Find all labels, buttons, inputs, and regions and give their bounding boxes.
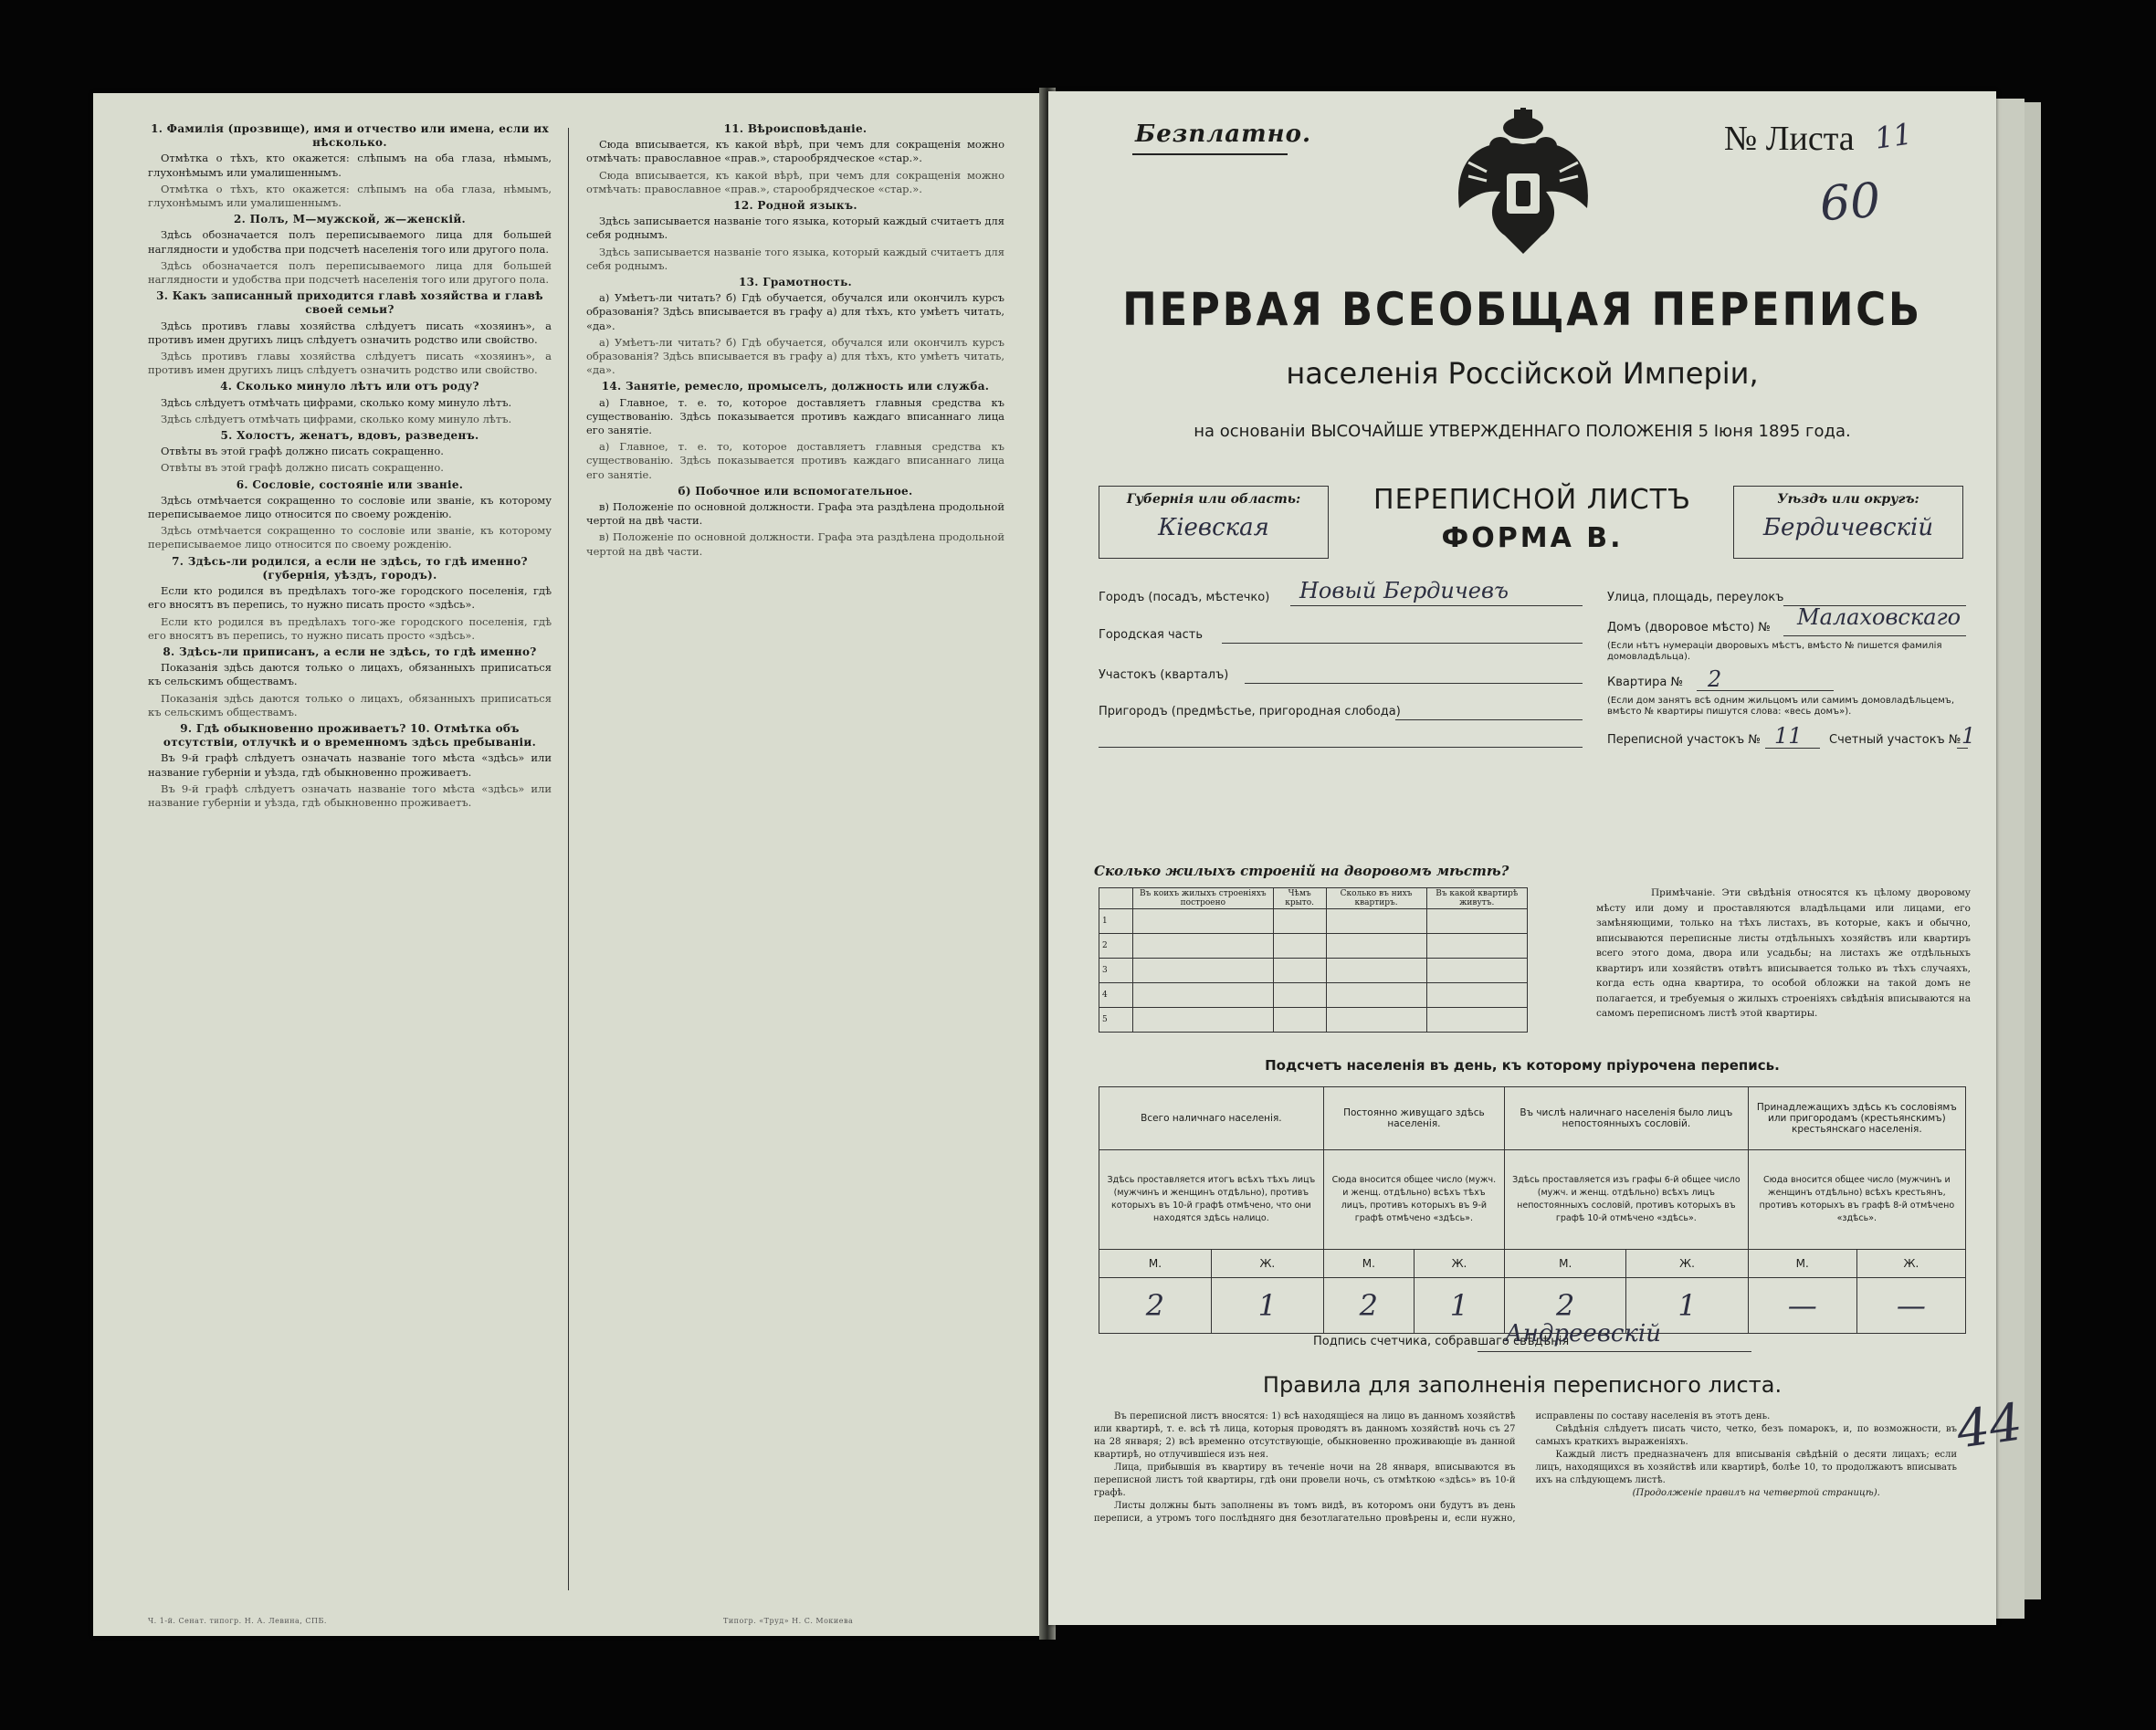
- census-legal-basis: на основаніи ВЫСОЧАЙШЕ УТВЕРЖДЕННАГО ПОЛОЖЕНІЯ 5 Іюня 1895 года.: [1194, 422, 1851, 441]
- instruction-text-continuation: Здѣсь обозначается полъ переписываемого лица для большей наглядности и удобства при подсчетѣ населенія того или другого пола.: [148, 258, 552, 287]
- instruction-text: Здѣсь отмѣчается сокращенно то сословіе или званіе, къ которому переписываемое лицо относится по своему рожденію.: [148, 493, 552, 521]
- sex-label: М.: [1099, 1250, 1212, 1278]
- count-description: Сюда вносится общее число (мужчинъ и женщинъ отдѣльно) всѣхъ крестьянъ, противъ которыхъ въ графѣ 8-й отмѣчено «здѣсь».: [1748, 1150, 1965, 1250]
- instruction-text-continuation: в) Положеніе по основной должности. Графа эта раздѣлена продольной чертой на двѣ части.: [586, 530, 1004, 558]
- count-header: Постоянно живущаго здѣсь населенія.: [1323, 1087, 1504, 1150]
- dwelling-table: [1099, 887, 1528, 1033]
- rules-paragraph: Листы должны быть заполнены въ томъ видѣ, въ которомъ они будутъ въ день переписи, а утромъ того послѣдняго дня безотлагательно провѣрены и, если нужно, исправлены по составу населенія въ этотъ день.: [1094, 1411, 1771, 1524]
- census-district-handwritten: 11: [1774, 723, 1803, 749]
- count-description: Сюда вносится общее число (мужч. и женщ. отдѣльно) всѣхъ тѣхъ лицъ, противъ которыхъ въ 9-й графѣ отмѣчено «здѣсь».: [1323, 1150, 1504, 1250]
- count-value: 1: [1414, 1278, 1504, 1334]
- station-label: Участокъ (кварталъ): [1099, 668, 1229, 682]
- population-count-table: [1099, 1086, 1966, 1334]
- suburb-label: Пригородъ (предмѣстье, пригородная слобода): [1099, 705, 1401, 718]
- free-underline: [1132, 153, 1288, 155]
- dwelling-row-number: 4: [1099, 983, 1133, 1008]
- right-page: [1048, 91, 2026, 1625]
- uezd-handwritten: Бердичевскій: [1762, 514, 1934, 541]
- instruction-text-continuation: а) Умѣетъ-ли читать? б) Гдѣ обучается, обучался или окончилъ курсъ образованія? Здѣсь вписывается въ графу а) для тѣхъ, кто умѣетъ читать, «да».: [586, 335, 1004, 377]
- count-header: Въ числѣ наличнаго населенія было лицъ непостоянныхъ сословій.: [1505, 1087, 1749, 1150]
- imperial-eagle-emblem-icon: [1450, 108, 1596, 263]
- instruction-text: а) Главное, т. е. то, которое доставляетъ главныя средства къ существованію. Здѣсь показывается противъ каждаго вписаннаго лица его занятіе.: [586, 395, 1004, 437]
- form-title: ПЕРЕПИСНОЙ ЛИСТЪ: [1373, 484, 1691, 516]
- sheet-number-label: № Листа: [1724, 120, 1855, 158]
- instruction-heading: 12. Родной языкъ.: [733, 199, 857, 213]
- count-district-label: Счетный участокъ №: [1829, 733, 1961, 747]
- form-type: ФОРМА В.: [1441, 522, 1624, 554]
- apartment-note: (Если дом занятъ всѣ одним жильцомъ или самимъ домовладѣльцемъ, вмѣсто № квартиры пишутся слова: «весь домъ»).: [1607, 696, 1954, 717]
- dwelling-header: Сколько въ нихъ квартиръ.: [1326, 888, 1426, 909]
- uezd-label: Уѣздъ или округъ:: [1777, 492, 1919, 507]
- instructions-column-1: [148, 121, 552, 1599]
- count-value: 2: [1099, 1278, 1212, 1334]
- printer-footer-left: Ч. 1-й. Сенат. типогр. Н. А. Левина, СПБ.: [148, 1617, 327, 1625]
- sex-label: Ж.: [1211, 1250, 1323, 1278]
- count-value: 2: [1323, 1278, 1414, 1334]
- column-divider: [568, 128, 569, 1590]
- instruction-text-continuation: Сюда вписывается, къ какой вѣрѣ, при чемъ для сокращенія можно отмѣчать: православное «прав.», старообрядческое «стар.».: [586, 168, 1004, 195]
- count-description: Здѣсь проставляется итогъ всѣхъ тѣхъ лицъ (мужчинъ и женщинъ отдѣльно), противъ которыхъ въ 10-й графѣ отмѣчено, что они находятся здѣсь налицо.: [1099, 1150, 1324, 1250]
- instruction-text-continuation: а) Главное, т. е. то, которое доставляетъ главныя средства къ существованію. Здѣсь показывается противъ каждаго вписаннаго лица его занятіе.: [586, 440, 1004, 481]
- sex-label: Ж.: [1626, 1250, 1748, 1278]
- instruction-heading: 8. Здѣсь-ли приписанъ, а если не здѣсь, то гдѣ именно?: [163, 645, 537, 658]
- city-handwritten: Новый Бердичевъ: [1299, 578, 1509, 603]
- count-header: Принадлежащихъ здѣсь къ сословіямъ или пригородамъ (крестьянскимъ) крестьянскаго населенія.: [1748, 1087, 1965, 1150]
- instruction-text: Въ 9-й графѣ слѣдуетъ означать названіе того мѣста «здѣсь» или название губерніи и уѣзда, гдѣ обыкновенно проживаетъ.: [148, 751, 552, 779]
- rules-paragraph: Свѣдѣнія слѣдуетъ писать чисто, четко, безъ помарокъ, и, по возможности, въ самыхъ краткихъ выраженіяхъ.: [1535, 1424, 1957, 1447]
- instruction-text: Здѣсь слѣдуетъ отмѣчать цифрами, сколько кому минуло лѣтъ.: [161, 395, 512, 409]
- sex-label: Ж.: [1414, 1250, 1504, 1278]
- instruction-heading: 1. Фамилія (прозвище), имя и отчество или имена, если их нѣсколько.: [151, 122, 549, 150]
- dwelling-row-number: 1: [1099, 909, 1133, 934]
- gubernia-box: [1099, 486, 1329, 559]
- house-label: Домъ (дворовое мѣсто) №: [1607, 621, 1771, 634]
- station-line: [1245, 683, 1583, 684]
- sex-label: М.: [1748, 1250, 1856, 1278]
- count-value: 1: [1626, 1278, 1748, 1334]
- instruction-heading: 4. Сколько минуло лѣтъ или отъ роду?: [220, 380, 479, 393]
- dwelling-row: [1099, 934, 1528, 959]
- instruction-text-continuation: Здѣсь записывается названіе того языка, который каждый считаетъ для себя роднымъ.: [586, 245, 1004, 272]
- city-line: [1290, 605, 1583, 606]
- dwelling-row-number: 3: [1099, 959, 1133, 983]
- count-value: 1: [1211, 1278, 1323, 1334]
- count-value: —: [1856, 1278, 1965, 1334]
- dwelling-note: Примѣчаніе. Эти свѣдѣнія относятся къ цѣлому дворовому мѣсту или дому и проставляются владѣльцами или лицами, его замѣняющими, только на тѣхъ листахъ, въ которые, какъ и обычно, вписываются переписные листы отдѣльныхъ хозяйствъ или квартиръ всего этого дома, двора или усадьбы; на листахъ же отдѣльныхъ квартиръ или хозяйствъ отвѣтъ вписывается только въ тѣхъ случаяхъ, когда есть одна квартира, то особой обложки на такой домъ не полагается, и требуемыя о жилыхъ строеніяхъ свѣдѣнія вписываются на самомъ переписномъ листѣ этой квартиры.: [1596, 887, 1971, 1019]
- sheet-number-handwritten: 11: [1872, 116, 1915, 156]
- city-label: Городъ (посадъ, мѣстечко): [1099, 591, 1270, 604]
- count-district-handwritten: 1: [1961, 723, 1976, 749]
- instruction-heading: 11. Вѣроисповѣданіе.: [723, 122, 868, 135]
- instruction-text: Отвѣты въ этой графѣ должно писать сокращенно.: [161, 445, 444, 458]
- free-label: Безплатно.: [1135, 121, 1311, 148]
- dwelling-row: [1099, 909, 1528, 934]
- census-district-label: Переписной участокъ №: [1607, 733, 1761, 747]
- instruction-text: Здѣсь обозначается полъ переписываемого лица для большей наглядности и удобства при подсчетѣ населенія того или другого пола.: [148, 228, 552, 256]
- instruction-heading: 7. Здѣсь-ли родился, а если не здѣсь, то гдѣ именно? (губернія, уѣздъ, городъ).: [172, 554, 528, 582]
- instruction-text: Если кто родился въ предѣлахъ того-же городского поселенія, гдѣ его вносятъ въ перепись, то нужно писать просто «здѣсь».: [148, 584, 552, 612]
- count-header: Всего наличнаго населенія.: [1099, 1087, 1324, 1150]
- house-line: [1783, 635, 1966, 636]
- dwelling-header: Въ какой квартирѣ живутъ.: [1426, 888, 1527, 909]
- dwelling-row-number: 5: [1099, 1008, 1133, 1033]
- rules-text: [1094, 1410, 1957, 1611]
- count-value: —: [1748, 1278, 1856, 1334]
- city-part-label: Городская часть: [1099, 628, 1204, 642]
- left-page: [93, 93, 1046, 1636]
- census-title: ПЕРВАЯ ВСЕОБЩАЯ ПЕРЕПИСЬ: [1122, 283, 1922, 336]
- instruction-text-continuation: Показанія здѣсь даются только о лицахъ, обязанныхъ приписаться къ сельскимъ обществамъ.: [148, 691, 552, 718]
- instruction-heading: 9. Гдѣ обыкновенно проживаетъ? 10. Отмѣтка объ отсутствіи, отлучкѣ и о временномъ здѣсь пребываніи.: [163, 721, 537, 750]
- instruction-text-continuation: Отвѣты въ этой графѣ должно писать сокращенно.: [161, 461, 444, 475]
- instruction-text: Здѣсь записывается названіе того языка, который каждый считаетъ для себя роднымъ.: [586, 215, 1004, 242]
- uezd-box: [1733, 486, 1963, 559]
- dwelling-row: [1099, 983, 1528, 1008]
- dwelling-question: Сколько жилыхъ строеній на дворовомъ мѣстѣ?: [1094, 863, 1509, 879]
- dwelling-header: Чѣмъ крыто.: [1273, 888, 1326, 909]
- sex-label: М.: [1505, 1250, 1626, 1278]
- handwritten-note-margin: 44: [1952, 1392, 2026, 1461]
- dwelling-row-number: 2: [1099, 934, 1133, 959]
- instruction-heading: 3. Какъ записанный приходится главѣ хозяйства и главѣ своей семьи?: [156, 289, 543, 317]
- suburb-line-2: [1099, 747, 1583, 748]
- rules-paragraph: Каждый листъ предназначенъ для вписыванія свѣдѣній о десяти лицахъ; если лицъ, находящихся въ хозяйствѣ или квартирѣ, болѣе 10, то продолжаютъ вписывать ихъ на слѣдующемъ листѣ.: [1535, 1450, 1957, 1485]
- rules-continuation: (Продолженіе правилъ на четвертой страницѣ).: [1632, 1488, 1880, 1498]
- dwelling-row: [1099, 959, 1528, 983]
- instruction-text: а) Умѣетъ-ли читать? б) Гдѣ обучается, обучался или окончилъ курсъ образованія? Здѣсь вписывается въ графу а) для тѣхъ, кто умѣетъ читать, «да».: [586, 291, 1004, 332]
- instruction-text-continuation: Въ 9-й графѣ слѣдуетъ означать названіе того мѣста «здѣсь» или название губерніи и уѣзда, гдѣ обыкновенно проживаетъ.: [148, 781, 552, 809]
- instruction-text-continuation: Здѣсь слѣдуетъ отмѣчать цифрами, сколько кому минуло лѣтъ.: [161, 412, 512, 425]
- sex-label: М.: [1323, 1250, 1414, 1278]
- instruction-text-continuation: Отмѣтка о тѣхъ, кто окажется: слѣпымъ на оба глаза, нѣмымъ, глухонѣмымъ или умалишеннымъ.: [148, 182, 552, 210]
- handwritten-note-top: 60: [1817, 173, 1883, 233]
- instruction-text: в) Положеніе по основной должности. Графа эта раздѣлена продольной чертой на двѣ части.: [586, 500, 1004, 528]
- dwelling-header: Въ коихъ жилыхъ строеніяхъ построено: [1133, 888, 1274, 909]
- count-value: 2: [1505, 1278, 1626, 1334]
- census-subtitle: населенія Россійской Имперіи,: [1286, 356, 1759, 391]
- instruction-text: Показанія здѣсь даются только о лицахъ, обязанныхъ приписаться къ сельскимъ обществамъ.: [148, 661, 552, 688]
- city-part-line: [1222, 643, 1583, 644]
- instruction-heading: 2. Полъ, М—мужской, ж—женскій.: [233, 213, 467, 226]
- instructions-column-2: [586, 121, 1004, 1599]
- count-description: Здѣсь проставляется изъ графы 6-й общее число (мужч. и женщ. отдѣльно) всѣхъ лицъ непостоянныхъ сословій, противъ которыхъ въ графѣ 10-й отмѣчено «здѣсь».: [1505, 1150, 1749, 1250]
- instruction-text: Сюда вписывается, къ какой вѣрѣ, при чемъ для сокращенія можно отмѣчать: православное «прав.», старообрядческое «стар.».: [586, 138, 1004, 165]
- instruction-text-continuation: Здѣсь противъ главы хозяйства слѣдуетъ писать «хозяинъ», а противъ имен другихъ лицъ слѣдуетъ означить родство или свойство.: [148, 350, 552, 377]
- sex-label: Ж.: [1856, 1250, 1965, 1278]
- dwelling-row: [1099, 1008, 1528, 1033]
- street-label: Улица, площадь, переулокъ: [1607, 591, 1784, 604]
- instruction-text: Отмѣтка о тѣхъ, кто окажется: слѣпымъ на оба глаза, нѣмымъ, глухонѣмымъ или умалишеннымъ.: [148, 152, 552, 179]
- signature-line: [1478, 1351, 1751, 1352]
- instruction-text: Здѣсь противъ главы хозяйства слѣдуетъ писать «хозяинъ», а противъ имен другихъ лицъ слѣдуетъ означить родство или свойство.: [148, 319, 552, 346]
- house-note: (Если нѣтъ нумераціи дворовыхъ мѣстъ, вмѣсто № пишется фамилія домовладѣльца).: [1607, 641, 1942, 662]
- dwelling-row-number-header: [1099, 888, 1133, 909]
- apartment-handwritten: 2: [1708, 666, 1722, 692]
- rules-paragraph: Въ переписной листъ вносятся: 1) всѣ находящіеся на лицо въ данномъ хозяйствѣ или квартирѣ, т. е. всѣ тѣ лица, которыя проводятъ въ данномъ хозяйствѣ ночь съ 27 на 28 января; 2) всѣ временно отсутствующіе, обыкновенно проживающіе въ данной квартирѣ, но отлучившіеся изъ нея.: [1094, 1411, 1516, 1460]
- instruction-heading: 6. Сословіе, состояніе или званіе.: [236, 477, 464, 491]
- instruction-heading: 14. Занятіе, ремесло, промыселъ, должность или служба.: [601, 380, 990, 393]
- gubernia-label: Губернія или область:: [1126, 492, 1301, 507]
- gubernia-handwritten: Кіевская: [1158, 514, 1269, 541]
- instruction-heading: б) Побочное или вспомогательное.: [678, 484, 913, 498]
- enumerator-signature: Андреевскій: [1505, 1320, 1661, 1347]
- rules-paragraph: Лица, прибывшія въ квартиру въ теченіе ночи на 28 января, вписываются въ переписной листъ той квартиры, гдѣ они провели ночь, съ отмѣткою «здѣсь» въ 10-й графѣ.: [1094, 1463, 1516, 1498]
- instruction-text-continuation: Здѣсь отмѣчается сокращенно то сословіе или званіе, къ которому переписываемое лицо относится по своему рожденію.: [148, 524, 552, 551]
- instruction-heading: 5. Холостъ, женатъ, вдовъ, разведенъ.: [220, 429, 479, 443]
- instruction-heading: 13. Грамотность.: [738, 276, 853, 289]
- population-count-title: Подсчетъ населенія въ день, къ которому пріурочена перепись.: [1265, 1057, 1780, 1074]
- enumerator-signature-label: Подпись счетчика, собравшаго свѣдѣнія: [1313, 1335, 1570, 1348]
- suburb-line: [1395, 719, 1583, 720]
- apartment-label: Квартира №: [1607, 676, 1684, 689]
- instruction-text-continuation: Если кто родился въ предѣлахъ того-же городского поселенія, гдѣ его вносятъ въ перепись, то нужно писать просто «здѣсь».: [148, 614, 552, 642]
- house-handwritten: Малаховскаго: [1797, 604, 1961, 630]
- rules-title: Правила для заполненія переписного листа.: [1262, 1372, 1783, 1398]
- printer-footer-right: Типогр. «Труд» Н. С. Мокиева: [723, 1617, 854, 1625]
